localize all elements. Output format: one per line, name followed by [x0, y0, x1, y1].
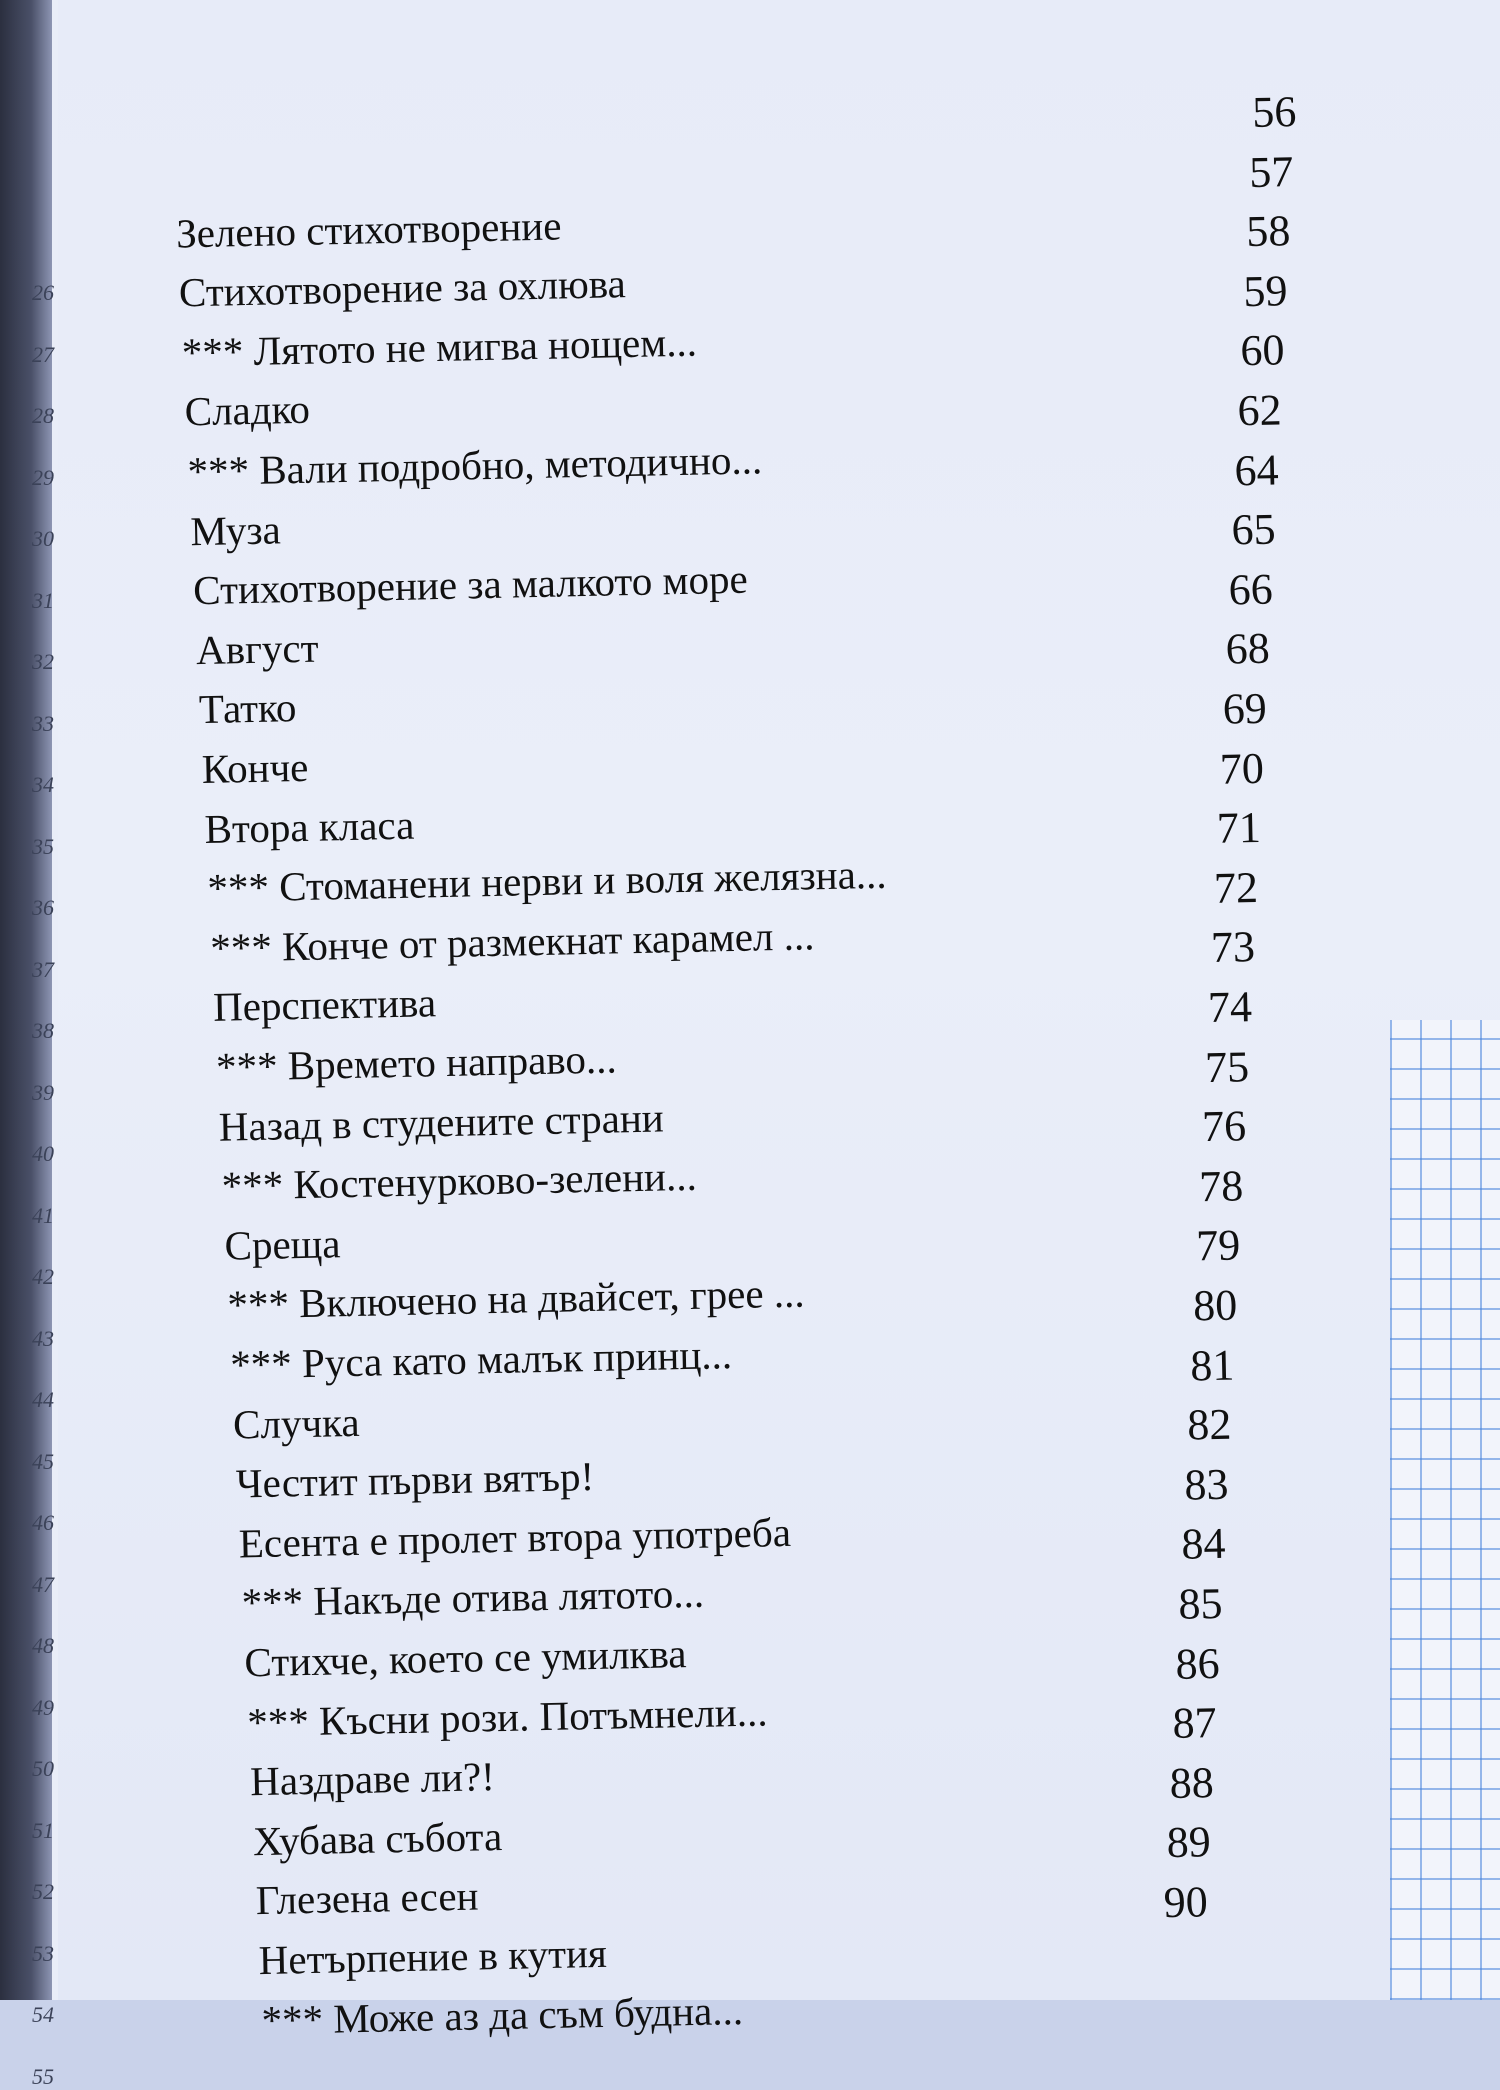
gutter-line-number: 50 [32, 1756, 54, 1781]
toc-entry-title: Перспектива [212, 979, 437, 1031]
toc-entry-page-number: 90 [1163, 1877, 1209, 1928]
toc-entry-page-number: 60 [1239, 325, 1285, 376]
toc-entry-page-number: 56 [1251, 86, 1297, 137]
gutter-line-number: 40 [32, 1141, 54, 1166]
gutter-line-number: 31 [32, 587, 54, 613]
gutter-line-number: 49 [32, 1694, 54, 1720]
toc-entry-title: Глезена есен [255, 1872, 479, 1924]
gutter-line-number: 32 [32, 649, 54, 674]
gutter-line-number: 30 [32, 526, 54, 551]
toc-entry-title: Татко [198, 684, 297, 733]
gutter-line-number: 38 [32, 1018, 54, 1043]
gutter-line-number: 52 [32, 1879, 54, 1904]
toc-entry-title: *** Костенурково-зелени... [221, 1152, 698, 1209]
toc-entry-page-number: 88 [1169, 1757, 1215, 1808]
toc-entry-page-number: 66 [1228, 564, 1274, 615]
toc-entry-title: *** Конче от размекнат карамел ... [209, 912, 815, 971]
toc-entry-page-number: 70 [1219, 743, 1265, 794]
toc-entry-page-number: 73 [1210, 922, 1256, 973]
toc-entry-title: Август [195, 624, 319, 673]
toc-entry-page-number: 87 [1172, 1698, 1218, 1749]
toc-entry-title: Хубава събота [252, 1812, 503, 1865]
toc-entry-page-number: 68 [1225, 624, 1271, 674]
toc-entry-page-number: 78 [1198, 1161, 1244, 1212]
toc-entry-page-number: 64 [1234, 445, 1280, 495]
gutter-line-number: 37 [32, 956, 54, 982]
toc-entry-page-number: 58 [1245, 206, 1291, 257]
toc-entry-title: *** Може аз да съм будна... [261, 1986, 744, 2043]
gutter-line-number: 34 [32, 772, 54, 797]
toc-entry-page-number: 75 [1204, 1041, 1250, 1092]
toc-entry-page-number: 59 [1242, 266, 1288, 316]
gutter-line-number: 41 [32, 1202, 54, 1228]
toc-entry-page-number: 89 [1166, 1817, 1212, 1868]
toc-entry-page-number: 69 [1222, 683, 1268, 734]
toc-entry-title: Назад в студените страни [218, 1094, 665, 1150]
toc-entry-title: *** Късни рози. Потъмнели... [246, 1688, 768, 1745]
toc-entry-title: Наздраве ли?! [249, 1753, 496, 1805]
toc-entry-title: Среща [224, 1220, 341, 1269]
toc-entry-page-number: 86 [1175, 1638, 1221, 1689]
toc-entry-page-number: 85 [1177, 1578, 1224, 1629]
toc-entry-title: Конче [201, 743, 309, 793]
gutter-line-number: 36 [32, 895, 54, 920]
toc-entry-page-number: 65 [1231, 504, 1277, 555]
toc-entry-page-number: 80 [1192, 1280, 1238, 1331]
toc-entry-page-number: 84 [1180, 1519, 1226, 1570]
gutter-line-number: 28 [32, 403, 54, 428]
toc-entry-page-number: 57 [1248, 146, 1294, 197]
toc-entry-title: Стихотворение за охлюва [178, 260, 627, 316]
toc-entry-page-number: 72 [1213, 862, 1259, 913]
toc-entry-page-number: 79 [1195, 1220, 1241, 1271]
toc-entry-title: Сладко [184, 386, 311, 435]
toc-entry-title: *** Лятото не мигва нощем... [181, 318, 698, 376]
gutter-line-number: 27 [32, 341, 54, 367]
gutter-line-number: 42 [32, 1264, 54, 1289]
toc-entry-title: Честит първи вятър! [235, 1453, 595, 1507]
toc-entry-title: Муза [189, 505, 282, 554]
gutter-line-number: 55 [32, 2063, 54, 2089]
toc-entry-title: Зелено стихотворение [175, 202, 562, 257]
gutter-line-number: 46 [32, 1510, 54, 1535]
toc-entry-title: Втора класа [204, 801, 415, 852]
toc-entry-title: *** Вали подробно, методично... [187, 436, 763, 495]
toc-entry-page-number: 62 [1237, 385, 1283, 436]
gutter-line-number: 43 [32, 1325, 54, 1351]
gutter-line-number: 48 [32, 1633, 54, 1658]
toc-entry-title: *** Включено на двайсет, грее ... [226, 1269, 805, 1329]
toc-entry-title: *** Стоманени нерви и воля желязна... [206, 850, 887, 912]
gutter-line-number: 44 [32, 1387, 54, 1412]
gutter-line-number: 35 [32, 833, 54, 859]
toc-entry-title: Есента е пролет втора употреба [238, 1508, 792, 1567]
toc-entry-title: Стихче, което се умилква [244, 1630, 687, 1686]
toc-entry-page-number: 82 [1186, 1399, 1232, 1450]
toc-entry-title: Случка [232, 1398, 361, 1448]
gutter-line-number: 39 [32, 1079, 54, 1105]
gutter-line-number: 33 [32, 710, 54, 736]
toc-entry-title: Нетърпение в кутия [258, 1929, 608, 1984]
gutter-line-number: 54 [32, 2002, 54, 2027]
gutter-line-number: 26 [32, 280, 54, 305]
toc-entry-title: *** Накъде отива лятото... [241, 1570, 705, 1626]
gutter-line-number: 53 [32, 1940, 54, 1966]
gutter-line-number: 47 [32, 1571, 54, 1597]
gutter-line-number: 45 [32, 1448, 54, 1474]
gutter-line-number: 29 [32, 464, 54, 490]
toc-entry-page-number: 74 [1207, 982, 1253, 1033]
gutter-line-number: 51 [32, 1817, 54, 1843]
toc-entry-page-number: 81 [1189, 1340, 1235, 1391]
toc-entry-title: *** Руса като малък принц... [229, 1331, 733, 1388]
toc-entry-page-number: 71 [1216, 803, 1262, 853]
toc-entry-page-number: 83 [1183, 1459, 1229, 1510]
toc-entry-title: *** Времето направо... [215, 1035, 618, 1090]
toc-entry-page-number: 76 [1201, 1101, 1247, 1152]
toc-entry-title: Стихотворение за малкото море [192, 555, 749, 614]
